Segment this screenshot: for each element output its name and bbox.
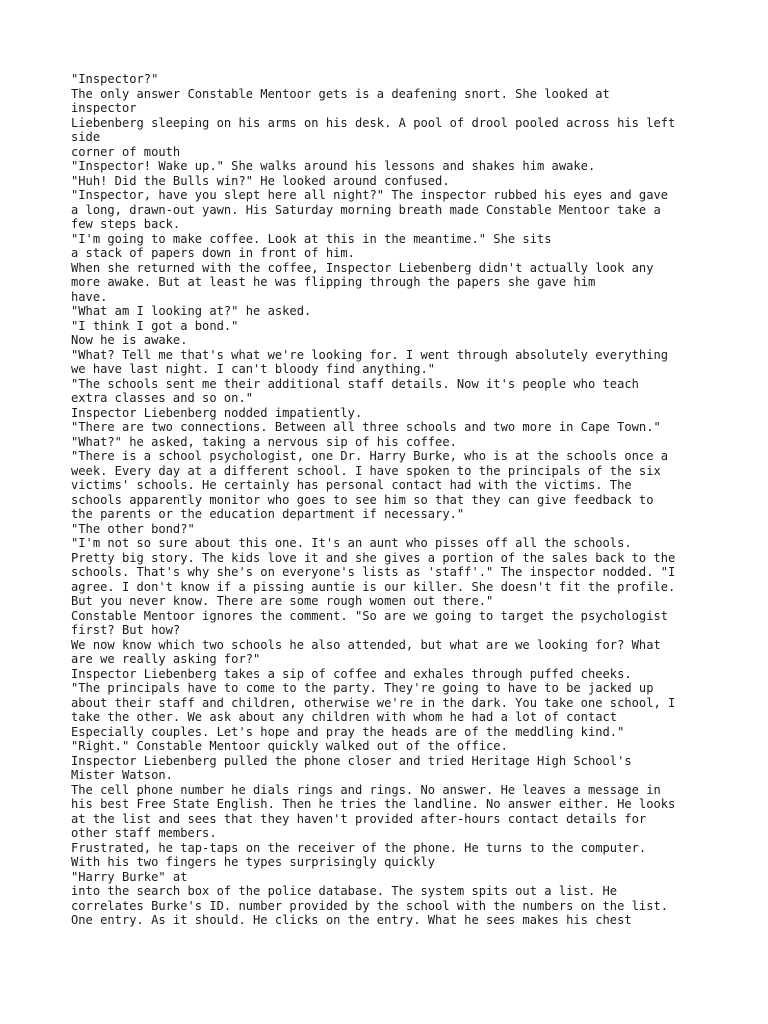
text-line: side (71, 130, 101, 144)
text-line: we have last night. I can't bloody find anything." (71, 362, 436, 376)
text-line: The cell phone number he dials rings and rings. No answer. He leaves a message in (71, 782, 661, 797)
text-line: The only answer Constable Mentoor gets is a deafening snort. She looked at (71, 86, 610, 101)
text-line: his best Free State English. Then he tries the landline. No answer either. He looks (71, 797, 676, 811)
text-line: victims' schools. He certainly has personal contact had with the victims. The (71, 478, 632, 492)
text-line: When she returned with the coffee, Inspector Liebenberg didn't actually look any (71, 260, 654, 275)
text-line: schools apparently monitor who goes to see him so that they can give feedback to (71, 492, 654, 507)
text-line: a long, drawn-out yawn. His Saturday morning breath made Constable Mentoor take a (71, 202, 661, 217)
text-line: Inspector Liebenberg pulled the phone closer and tried Heritage High School's (71, 753, 632, 768)
text-line: "The principals have to come to the party. They're going to have to be jacked up (71, 681, 654, 695)
text-line: Mister Watson. (71, 768, 173, 782)
text-line: One entry. As it should. He clicks on the entry. What he sees makes his chest (71, 913, 632, 927)
text-line: other staff members. (71, 826, 217, 840)
text-line: week. Every day at a different school. I have spoken to the principals of the six (71, 463, 661, 478)
text-line: "Inspector, have you slept here all night?" The inspector rubbed his eyes and gave (71, 188, 669, 202)
text-line: "What? Tell me that's what we're looking for. I went through absolutely everything (71, 347, 669, 362)
text-line: "I think I got a bond." (71, 318, 239, 333)
text-line: inspector (71, 101, 137, 115)
text-line: "Right." Constable Mentoor quickly walked out of the office. (71, 739, 508, 753)
text-line: have. (71, 289, 108, 304)
text-line: few steps back. (71, 217, 181, 231)
text-line: about their staff and children, otherwise we're in the dark. You take one school, I (71, 695, 676, 710)
text-line: Now he is awake. (71, 333, 188, 347)
text-line: "Inspector! Wake up." She walks around his lessons and shakes him awake. (71, 159, 596, 173)
text-line: Pretty big story. The kids love it and she gives a portion of the sales back to the (71, 550, 676, 565)
text-line: Frustrated, he tap-taps on the receiver of the phone. He turns to the computer. (71, 840, 647, 855)
text-line: "Inspector?" (71, 72, 159, 86)
text-line: take the other. We ask about any children with whom he had a lot of contact (71, 710, 618, 724)
text-line: are we really asking for?" (71, 652, 261, 666)
text-line: We now know which two schools he also attended, but what are we looking for? What (71, 637, 661, 652)
text-line: "Huh! Did the Bulls win?" He looked around confused. (71, 173, 450, 188)
text-line: correlates Burke's ID. number provided by the school with the numbers on the list. (71, 898, 669, 913)
text-line: "What?" he asked, taking a nervous sip of his coffee. (71, 434, 457, 449)
text-line: more awake. But at least he was flipping through the papers she gave him (71, 275, 596, 289)
text-line: "Harry Burke" at (71, 869, 188, 884)
text-line: the parents or the education department if necessary." (71, 507, 465, 521)
text-line: With his two fingers he types surprisingly quickly (71, 855, 436, 869)
text-line: Inspector Liebenberg takes a sip of coffee and exhales through puffed cheeks. (71, 666, 632, 681)
text-line: Especially couples. Let's hope and pray the heads are of the meddling kind." (71, 724, 625, 739)
text-line: into the search box of the police database. The system spits out a list. He (71, 884, 618, 898)
text-line: a stack of papers down in front of him. (71, 246, 355, 260)
text-line: "There are two connections. Between all three schools and two more in Cape Town." (71, 420, 661, 434)
document-body (71, 72, 731, 928)
text-line: "The schools sent me their additional staff details. Now it's people who teach (71, 376, 639, 391)
text-line: Inspector Liebenberg nodded impatiently. (71, 405, 363, 420)
text-line: agree. I don't know if a pissing auntie is our killer. She doesn't fit the profile. (71, 579, 676, 594)
text-line: at the list and sees that they haven't provided after-hours contact details for (71, 811, 647, 826)
text-line: "What am I looking at?" he asked. (71, 304, 312, 318)
text-line: first? But how? (71, 623, 181, 637)
text-line: schools. That's why she's on everyone's lists as 'staff'." The inspector nodded. "I (71, 565, 676, 579)
text-line: "The other bond?" (71, 521, 195, 536)
text-line: "I'm not so sure about this one. It's an aunt who pisses off all the schools. (71, 536, 632, 550)
text-line: extra classes and so on." (71, 391, 254, 405)
text-line: Constable Mentoor ignores the comment. "So are we going to target the psychologist (71, 608, 669, 623)
text-line: "There is a school psychologist, one Dr. Harry Burke, who is at the schools once a (71, 449, 669, 463)
text-line: Liebenberg sleeping on his arms on his desk. A pool of drool pooled across his left (71, 115, 676, 130)
text-line: corner of mouth (71, 144, 181, 159)
text-line: "I'm going to make coffee. Look at this in the meantime." She sits (71, 231, 552, 246)
text-line: But you never know. There are some rough women out there." (71, 594, 494, 608)
